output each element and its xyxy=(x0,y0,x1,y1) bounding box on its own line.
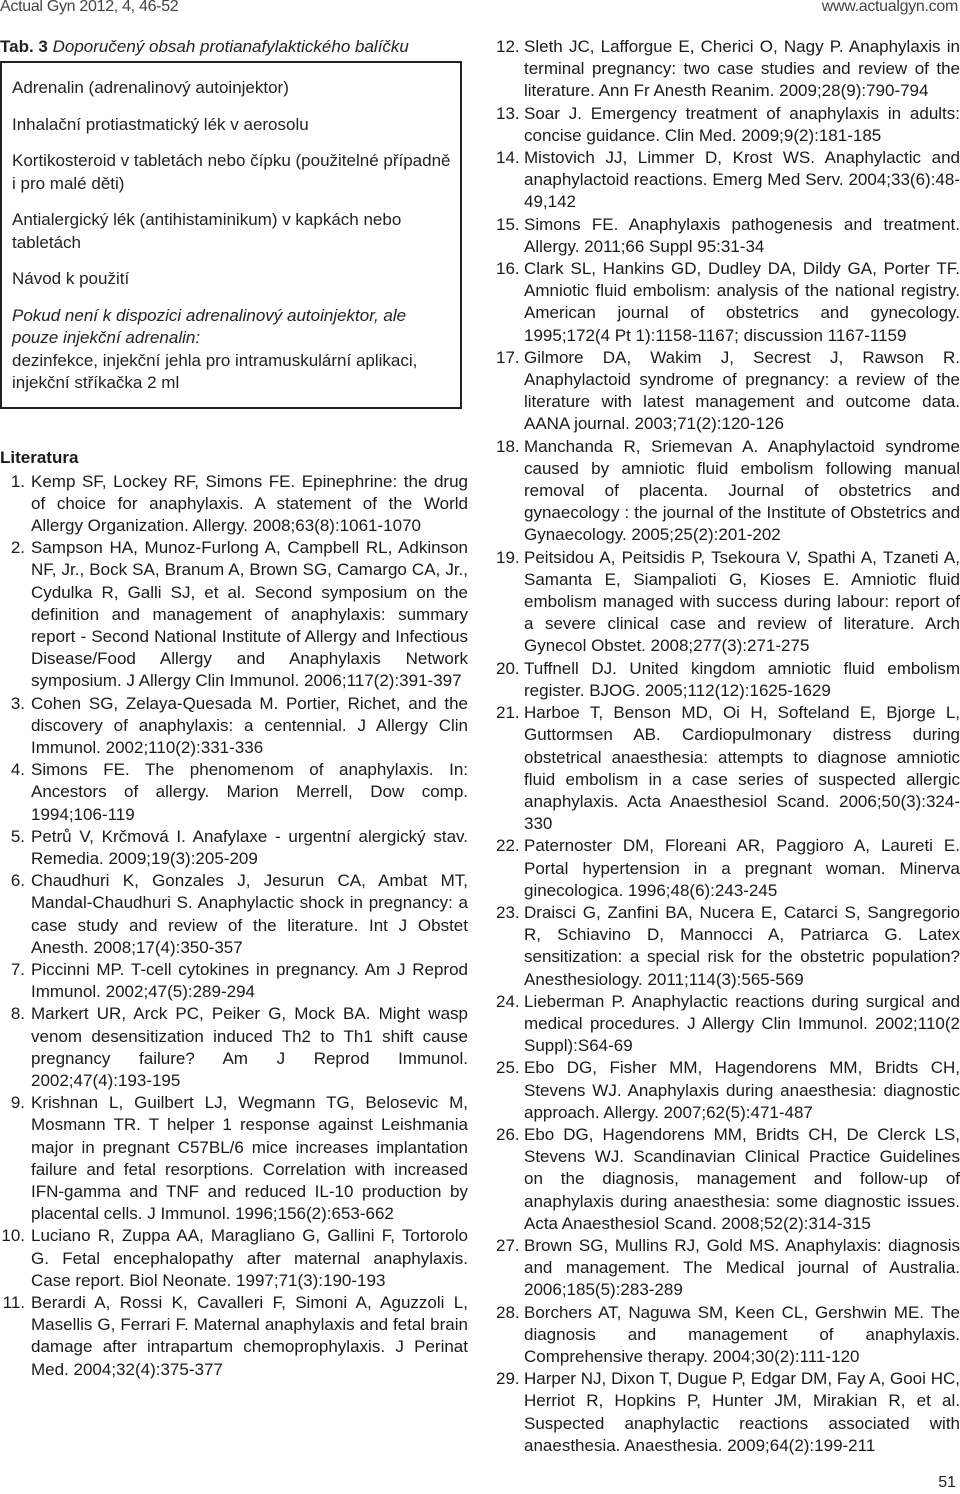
reference-number: 2. xyxy=(10,538,25,558)
table-item: Inhalační protiastmatický lék v aerosolu xyxy=(12,114,309,134)
table-title: Doporučený obsah protianafylaktického balíčku xyxy=(52,37,409,56)
reference-item xyxy=(496,36,960,103)
reference-number: 27. xyxy=(496,1235,520,1255)
reference-item xyxy=(496,214,960,258)
reference-text: Cohen SG, Zelaya-Quesada M. Portier, Richet, and the discovery of anaphylaxis: a centennial. J Allergy Clin Immunol. 2002;110(2):331-336 xyxy=(31,693,468,757)
reference-item xyxy=(496,547,960,658)
reference-text: Peitsidou A, Peitsidis P, Tsekoura V, Spathi A, Tzaneti A, Samanta E, Siampalioti G, Kioses E. Amniotic fluid embolism managed with success during labour: report of a severe clinical case and review of literature. Arch Gynecol Obstet. 2008;277(3):271-275 xyxy=(524,547,960,656)
reference-item xyxy=(0,471,468,538)
reference-text: Clark SL, Hankins GD, Dudley DA, Dildy GA, Porter TF. Amniotic fluid embolism: analysis of the national registry. American journal of obstetrics and gynecology. 1995;172(4 Pt 1):1158-1167; discussion 1167-1159 xyxy=(524,259,960,345)
table-item: Antialergický lék (antihistaminikum) v kapkách nebo tabletách xyxy=(12,210,402,252)
reference-item xyxy=(0,1292,468,1381)
reference-text: Sleth JC, Lafforgue E, Cherici O, Nagy P. Anaphylaxis in terminal pregnancy: two case studies and review of the literature. Ann Fr Anesth Reanim. 2009;28(9):790-794 xyxy=(524,37,960,101)
table-note xyxy=(12,305,452,395)
reference-item xyxy=(496,147,960,214)
reference-number: 25. xyxy=(496,1058,520,1078)
reference-number: 28. xyxy=(496,1302,520,1322)
reference-item xyxy=(496,1302,960,1369)
reference-item xyxy=(496,658,960,702)
reference-text: Gilmore DA, Wakim J, Secrest J, Rawson R. Anaphylactoid syndrome of pregnancy: a review of the literature with latest management and outcome data. AANA journal. 2003;71(2):120-126 xyxy=(524,347,960,434)
reference-number: 19. xyxy=(496,547,520,567)
reference-number: 29. xyxy=(496,1369,520,1389)
reference-text: Paternoster DM, Floreani AR, Paggioro A, Laureti E. Portal hypertension in a pregnant woman. Minerva ginecologica. 1996;48(6):243-245 xyxy=(524,836,960,900)
reference-number: 23. xyxy=(496,902,520,922)
reference-number: 3. xyxy=(10,693,25,713)
reference-text: Ebo DG, Hagendorens MM, Bridts CH, De Clerck LS, Stevens WJ. Scandinavian Clinical Practice Guidelines on the diagnosis, management and follow-up of anaphylaxis during anaesthesia: some diagnostic issues. Acta Anaesthesiol Scand. 2008;52(2):314-315 xyxy=(524,1124,960,1233)
reference-item xyxy=(496,347,960,436)
reference-text: Sampson HA, Munoz-Furlong A, Campbell RL, Adkinson NF, Jr., Bock SA, Branum A, Brown SG, Camargo CA, Jr., Cydulka R, Galli SJ, et al. Second symposium on the definition and management of anaphylaxis: summary report - Second National Institute of Allergy and Infectious Disease/Food Allergy and Anaphylaxis Network symposium. J Allergy Clin Immunol. 2006;117(2):391-397 xyxy=(31,538,468,691)
reference-text: Borchers AT, Naguwa SM, Keen CL, Gershwin ME. The diagnosis and management of anaphylaxis. Comprehensive therapy. 2004;30(2):111-120 xyxy=(524,1302,960,1366)
reference-text: Manchanda R, Sriemevan A. Anaphylactoid syndrome caused by amniotic fluid embolism following manual removal of placenta. Journal of obstetrics and gynaecology : the journal of the Institute of Obstetrics and Gynaecology. 2005;25(2):201-202 xyxy=(524,436,960,545)
reference-number: 6. xyxy=(10,871,25,891)
reference-text: Simons FE. The phenomenom of anaphylaxis. In: Ancestors of allergy. Marion Merrell, Dow comp. 1994;106-119 xyxy=(31,760,468,824)
table-item: Kortikosteroid v tabletách nebo čípku (použitelné případně i pro malé děti) xyxy=(12,151,451,193)
reference-text: Tuffnell DJ. United kingdom amniotic fluid embolism register. BJOG. 2005;112(12):1625-1629 xyxy=(524,658,960,700)
reference-item xyxy=(0,537,468,692)
right-column xyxy=(496,36,960,1457)
reference-text: Brown SG, Mullins RJ, Gold MS. Anaphylaxis: diagnosis and management. The Medical journal of Australia. 2006;185(5):283-289 xyxy=(524,1235,960,1300)
reference-text: Kemp SF, Lockey RF, Simons FE. Epinephrine: the drug of choice for anaphylaxis. A statement of the World Allergy Organization. Allergy. 2008;63(8):1061-1070 xyxy=(31,471,468,535)
reference-item xyxy=(496,1235,960,1302)
reference-number: 15. xyxy=(496,214,520,234)
reference-item xyxy=(0,693,468,760)
reference-text: Soar J. Emergency treatment of anaphylaxis in adults: concise guidance. Clin Med. 2009;9(2):181-185 xyxy=(524,103,960,145)
reference-number: 11. xyxy=(2,1293,25,1313)
reference-text: Mistovich JJ, Limmer D, Krost WS. Anaphylactic and anaphylactoid reactions. Emerg Med Serv. 2004;33(6):48-49,142 xyxy=(524,148,960,212)
reference-number: 8. xyxy=(10,1004,25,1024)
reference-number: 26. xyxy=(496,1124,520,1144)
reference-item xyxy=(496,103,960,147)
reference-item xyxy=(0,1225,468,1292)
reference-item xyxy=(496,902,960,991)
reference-text: Luciano R, Zuppa AA, Maragliano G, Gallini F, Tortorolo G. Fetal encephalopathy after maternal anaphylaxis. Case report. Biol Neonate. 1997;71(3):190-193 xyxy=(31,1226,468,1290)
reference-number: 4. xyxy=(10,760,25,780)
reference-number: 21. xyxy=(496,703,520,723)
reference-number: 12. xyxy=(496,37,520,56)
reference-list-left xyxy=(0,471,468,1381)
reference-item xyxy=(496,1368,960,1457)
reference-number: 14. xyxy=(496,148,520,168)
page-header xyxy=(0,0,960,22)
table-box xyxy=(0,61,462,409)
reference-item xyxy=(496,1124,960,1235)
reference-number: 13. xyxy=(496,103,520,123)
reference-item xyxy=(0,959,468,1003)
reference-text: Piccinni MP. T-cell cytokines in pregnancy. Am J Reprod Immunol. 2002;47(5):289-294 xyxy=(31,959,468,1002)
reference-number: 1. xyxy=(10,471,25,491)
reference-number: 9. xyxy=(10,1093,25,1113)
reference-item xyxy=(0,1092,468,1225)
table-item: Adrenalin (adrenalinový autoinjektor) xyxy=(12,78,289,97)
reference-item xyxy=(496,835,960,902)
reference-number: 16. xyxy=(496,259,520,279)
reference-text: Chaudhuri K, Gonzales J, Jesurun CA, Ambat MT, Mandal-Chaudhuri S. Anaphylactic shock in pregnancy: a case study and review of the literature. Int J Obstet Anesth. 2008;17(4):350-357 xyxy=(31,871,468,957)
journal-citation: Actual Gyn 2012, 4, 46-52 xyxy=(0,0,179,15)
journal-url[interactable]: www.actualgyn.com xyxy=(821,0,958,15)
reference-number: 24. xyxy=(496,991,520,1011)
reference-number: 18. xyxy=(496,436,520,456)
reference-text: Draisci G, Zanfini BA, Nucera E, Catarci S, Sangregorio R, Schiavino D, Mannocci A, Patriarca G. Latex sensitization: a special risk for the obstetric population? Anesthesiology. 2011;114(3):565-569 xyxy=(524,902,960,989)
table-label: Tab. 3 xyxy=(0,37,48,56)
reference-item xyxy=(0,1003,468,1092)
reference-text: Krishnan L, Guilbert LJ, Wegmann TG, Belosevic M, Mosmann TR. T helper 1 response against Leishmania major in pregnant C57BL/6 mice increases implantation failure and fetal resorptions. Correlation with increased IFN-gamma and TNF and reduced IL-10 production by placental cells. J Immunol. 1996;156(2):653-662 xyxy=(31,1093,468,1224)
reference-text: Harboe T, Benson MD, Oi H, Softeland E, Bjorge L, Guttormsen AB. Cardiopulmonary distress during obstetrical anaesthesia: attempts to diagnose amniotic fluid embolism in a case series of suspected allergic anaphylaxis. Acta Anaesthesiol Scand. 2006;50(3):324-330 xyxy=(524,703,960,834)
reference-item xyxy=(496,1057,960,1124)
reference-item xyxy=(0,826,468,870)
page-number: 51 xyxy=(938,1474,956,1491)
reference-item xyxy=(0,759,468,826)
reference-text: Simons FE. Anaphylaxis pathogenesis and treatment. Allergy. 2011;66 Suppl 95:31-34 xyxy=(524,214,960,256)
reference-text: Harper NJ, Dixon T, Dugue P, Edgar DM, Fay A, Gooi HC, Herriot R, Hopkins P, Hunter JM, Mirakian R, et al. Suspected anaphylactic reactions associated with anaesthesia. Anaesthesia. 2009;64(2):199-211 xyxy=(524,1369,960,1455)
reference-text: Petrů V, Krčmová I. Anafylaxe - urgentní alergický stav. Remedia. 2009;19(3):205-209 xyxy=(31,826,468,868)
literature-heading: Literatura xyxy=(0,447,79,467)
reference-text: Lieberman P. Anaphylactic reactions during surgical and medical procedures. J Allergy Clin Immunol. 2002;110(2 Suppl):S64-69 xyxy=(524,991,960,1056)
reference-number: 10. xyxy=(1,1226,25,1246)
left-column xyxy=(0,36,468,1381)
table-note-italic: Pokud není k dispozici adrenalinový autoinjektor, ale pouze injekční adrenalin: xyxy=(12,305,407,347)
reference-item xyxy=(496,702,960,835)
reference-number: 17. xyxy=(496,347,520,367)
table-item: Návod k použití xyxy=(12,269,130,288)
reference-item xyxy=(496,258,960,347)
reference-number: 20. xyxy=(496,658,520,678)
reference-list-right xyxy=(496,36,960,1457)
table-caption xyxy=(0,36,468,58)
reference-text: Markert UR, Arck PC, Peiker G, Mock BA. Might wasp venom desensitization induced Th2 to Th1 shift cause pregnancy failure? Am J Reprod Immunol. 2002;47(4):193-195 xyxy=(31,1004,468,1090)
reference-number: 7. xyxy=(10,959,25,979)
reference-item xyxy=(0,870,468,959)
reference-text: Berardi A, Rossi K, Cavalleri F, Simoni A, Aguzzoli L, Masellis G, Ferrari F. Maternal anaphylaxis and fetal brain damage after intrapartum chemoprophylaxis. J Perinat Med. 2004;32(4):375-377 xyxy=(31,1293,468,1379)
reference-text: Ebo DG, Fisher MM, Hagendorens MM, Bridts CH, Stevens WJ. Anaphylaxis during anaesthesia: diagnostic approach. Allergy. 2007;62(5):471-487 xyxy=(524,1058,960,1122)
reference-number: 22. xyxy=(496,836,520,856)
table-note-plain: dezinfekce, injekční jehla pro intramuskulární aplikaci, injekční stříkačka 2 ml xyxy=(12,350,418,392)
reference-item xyxy=(496,991,960,1058)
reference-number: 5. xyxy=(10,826,25,846)
reference-item xyxy=(496,436,960,547)
